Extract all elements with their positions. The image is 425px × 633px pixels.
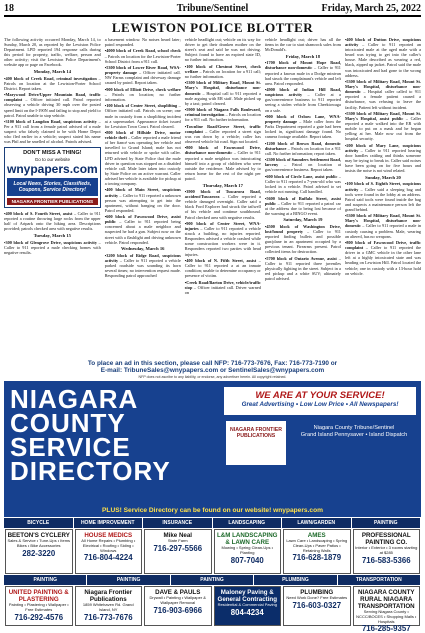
promo-headline: DON'T MISS A THING! <box>23 150 82 157</box>
category-label: HOME IMPROVEMENT <box>74 518 144 528</box>
blotter-entry <box>185 80 261 105</box>
entry-heading: •100 block of S. Eighth Street, suspicious activity <box>344 181 422 192</box>
ad-phone[interactable]: 282-3220 <box>22 548 56 558</box>
ad-title: Mike Neal <box>163 532 193 539</box>
blotter-entry <box>105 87 181 102</box>
entry-text: – Caller reported a street sign was run down by a vehicle; caller has observed vehicle hit road. Sign not located. <box>184 128 261 144</box>
entry-heading: •2300 block of Saunders Settlement Road, larceny <box>264 157 341 168</box>
promo-logo: NIAGARA FRONTIER PUBLICATIONS <box>7 198 98 205</box>
ad-description: Sales & Service • Tune-Ups • Items Bikes • Bike Accessories <box>7 538 71 548</box>
blotter-column <box>265 37 341 359</box>
service-ad[interactable] <box>283 586 351 626</box>
entry-text: The following activity occurred Monday, March 14, to Sunday, March 20, as reported by the Lewiston Police Department. LPD reported 194 response calls during this period for property, traffic, welfare, person and other activity; visit the Lewiston Police Department's website app or page on Facebook. <box>4 37 101 68</box>
ad-title: UNITED PAINTING & PLASTERING <box>8 589 69 603</box>
service-ad[interactable] <box>144 529 212 574</box>
entry-text: – Caller to 911 reported a 7-year-old who was locked in a vehicle. Patrol advised to set vehicle not running. Call handled. <box>264 173 341 195</box>
ad-phone[interactable]: 716-297-5566 <box>153 543 203 553</box>
service-ad[interactable] <box>283 529 351 574</box>
blotter-entry <box>105 130 181 186</box>
entry-text: – Caller to 911 reported an intoxicated male at the aged male with a beard was trying to get into the caller's house. Male described as wearing a red, black, zipped up jacket. Patrol said the male was intoxicated and had gone to the wrong address. <box>344 42 422 78</box>
ad-title: BEETON'S CYCLERY <box>7 532 70 539</box>
blotter-entry <box>345 143 421 174</box>
blotter-entry <box>4 37 101 68</box>
page-number: 18 <box>4 2 14 14</box>
service-directory-banner <box>4 381 421 517</box>
entry-heading: •Creek Road/Barton Drive, vehicle/traffic stop <box>184 279 261 290</box>
entry-text: – Patrols on location for a 911 call. No further information; report taken. <box>264 145 341 156</box>
service-ad[interactable] <box>353 586 421 633</box>
blotter-date: Monday, March 14 <box>33 69 71 75</box>
service-ad[interactable] <box>75 586 143 626</box>
entry-text: – Patrol on location at gas/convenience business. Report taken. <box>264 162 341 173</box>
entry-heading: •100 block of Chestnut Street, check welfare <box>184 63 261 74</box>
blotter-entry <box>265 196 341 216</box>
entry-heading: •5300 block of Lower River Road, WSA-property damage <box>104 65 181 76</box>
entry-text: – Caller to 911 reported a unknown person was attempting to get into the apartment, without banging on the door. Patrol responded. <box>104 192 181 213</box>
category-label: INSURANCE <box>143 518 213 528</box>
category-label: PAINTING <box>4 575 87 585</box>
entry-heading: •900 block of Oxbow Lane, WNA-property damage <box>264 113 341 124</box>
ad-phone[interactable]: 804-4234 <box>230 607 264 617</box>
blotter-entry <box>185 64 261 79</box>
entry-text: – Male caller from the Parks Department reported a gate had been locked in, significant damage found. No camera footage available. Report taken. <box>264 119 341 140</box>
entry-text: – Patrols on location for the Lewiston-Porter School District from a 911 call. <box>104 53 181 64</box>
category-label: PAINTING <box>87 575 170 585</box>
blotter-entry <box>4 76 101 91</box>
place-ad-line2[interactable]: E-mail: TribuneSales@wnypapers.com or SentinelSales@wnypapers.com <box>100 367 325 374</box>
entry-text: – Patrols on location for a 911 call; no further information. <box>184 68 261 79</box>
entry-heading: •400 block of S. Fourth Street, assist <box>4 211 73 217</box>
ad-description: All Home Repairs • Plumbing • Electrical • Roofing • Siding • Windows <box>81 538 136 553</box>
blotter-entry <box>4 92 101 117</box>
directory-slogan-box <box>224 387 416 415</box>
blotter-entry <box>345 111 421 142</box>
blotter-entry <box>105 37 181 47</box>
ad-phone[interactable]: 716-583-5366 <box>361 555 411 565</box>
ad-phone[interactable]: 716-773-7676 <box>83 612 133 622</box>
ad-phone[interactable]: 716-292-4576 <box>14 612 64 622</box>
ad-description: Need Work Done? Free Estimates <box>286 595 348 600</box>
blotter-entry <box>4 119 101 144</box>
entry-heading: •3100 block of Langdon Road, suspicious activity <box>4 119 97 124</box>
entry-text: – Caller to 911 reported three juveniles physically fighting in the street. Subject in a red pickup and a white SUV; ultimately patrol advised. <box>264 255 341 282</box>
entry-heading: •1200 block of Brown Road, domestic disturbance <box>264 140 341 151</box>
ad-title: HOUSE MEDICS <box>84 532 133 539</box>
entry-heading: •900 block of Center Street, WNA-injuries <box>184 220 261 232</box>
entry-text: – Caller reported a vehicle damaged overnight. Caller said a black Ford Explorer had struck the tailwell of his vehicle and continue southbound. Patrol checked area with negative results. <box>184 194 261 220</box>
entry-text: – Caller to 911 reported a patrol car at the address due to being lost because of the warning at a BINGO event. <box>264 200 341 216</box>
entry-text: – Caller to 911 reported hearing door handles rattling and thinks someone may be trying to break in. Caller said noises have been going on for five hours and insists the noise is not wind related. <box>344 147 422 174</box>
entry-text: – Officer initiated call. NW Farms complaint and driveway damage caused by patrol. Report taken. <box>104 70 181 86</box>
service-ad[interactable] <box>5 586 73 626</box>
entry-heading: •5900 block of Niagara Falls Boulevard, criminal investigation <box>184 107 261 118</box>
nfp-logo: NIAGARA FRONTIER PUBLICATIONS <box>226 421 286 465</box>
entry-text: – Caller to 911 reported a vehicle struck a building, no injuries reported. Responders advised a vehicle crashed while some construction workers were in it. Responders reported two parties with head injuries. <box>184 226 261 257</box>
ad-title: AMES <box>307 532 326 539</box>
blotter-column <box>345 37 421 359</box>
blotter-entry <box>105 103 181 128</box>
blotter-entry <box>265 174 341 194</box>
ad-title: DAVE & PAULS <box>155 589 201 596</box>
ad-phone[interactable]: 716-603-0327 <box>292 600 342 610</box>
service-ad[interactable] <box>144 586 212 626</box>
category-label: PLUMBING <box>254 575 337 585</box>
service-ad[interactable] <box>75 529 143 574</box>
page-header <box>4 2 421 14</box>
entry-text: – Officer initiated call. Patrols on scene; one male in custody from a shoplifting incident at a supermarket. Appearance ticket issued for Lewiston Town Court. Patrol cleared. <box>104 103 181 129</box>
entry-text: – Caller to 911 reported finding bullets and possible gun/plane in an apartment occupied by a previous tenant. Firearms present. Patrol collected items for destruction. <box>264 229 341 255</box>
blotter-entry <box>105 253 181 278</box>
blotter-date: Sunday, March 20 <box>365 174 401 180</box>
service-ad[interactable] <box>214 529 282 574</box>
entry-heading: •5600 block of Buffalo Street, assist public <box>264 195 341 206</box>
ad-description: Interior • Exterior • 3 rooms starting at $285 <box>355 545 418 555</box>
blotter-column <box>4 37 101 359</box>
blotter-entry <box>4 211 101 231</box>
category-row-2 <box>4 575 421 585</box>
blotter-entry <box>265 157 341 172</box>
entry-heading: •3900 block of Tuscarora Road, accident/Tuscarora <box>184 189 261 200</box>
blotter-entry <box>265 87 341 112</box>
entry-heading: •4500 block of Washington Drive, lost/found property <box>264 223 341 235</box>
entry-heading: •200 block of Mary Lane, suspicious activity <box>344 142 422 153</box>
blotter-entry <box>345 240 421 276</box>
ad-phone[interactable]: 716-628-1879 <box>292 553 342 563</box>
ad-description: Residential & Commercial Paving <box>217 602 277 607</box>
category-label: LAWN/GARDEN <box>282 518 352 528</box>
entry-text: – Caller to 911 reported a male in custody causing a problem. Male, wearing an altered, has no weapons. <box>344 223 422 239</box>
blotter-entry <box>345 181 421 212</box>
blotter-date: Friday, March 18 <box>285 53 321 59</box>
entry-heading: •800 block of Fawnwood Drive, traffic complaint <box>344 240 422 251</box>
blotter-entry <box>265 37 341 52</box>
entry-heading: •400 block of Main Street, suspicious activity <box>104 187 181 198</box>
directory-paper-1: Niagara County Tribune/Sentinel <box>313 425 395 431</box>
entry-text: – Caller reported a male friend of her fiancé was operating her vehicle and travelled to Grand Island; male has not returned with vehicle or spoke with caller. LPD advised by State Police that the male driver in question was stopped on a disabled vehicle call. Male later taken into custody by State Police on an active warrant. Caller advised her vehicle is available for pickup at a towing company. <box>104 135 181 187</box>
entry-heading: •5300 block of Military Road, Mount St. Mary's Hospital, disturbance non-domestic <box>344 79 422 95</box>
ad-title: PLUMBING <box>300 589 334 596</box>
entry-text: vehicle headlight out; vehicle on its way for driver to get their drunken mother on the street's seat and said he was not driving. Subject found to have an expired state ID, no further information. <box>184 37 261 63</box>
category-row-1 <box>4 518 421 528</box>
service-ad[interactable] <box>214 586 282 626</box>
entry-heading: •4000 block of Creek Road, school check <box>104 48 181 54</box>
ad-description: Drywall • Painting • Wallpaper & Wallpaper Removal <box>149 595 206 605</box>
blotter-entry <box>185 107 261 122</box>
blotter-date: Saturday, March 19 <box>283 217 323 223</box>
entry-heading: •5300 block of Military Road, Mount St. Mary's Hospital, disturbance non-domestic <box>344 213 422 229</box>
website-promo[interactable] <box>4 147 101 208</box>
ad-phone[interactable]: 807-7040 <box>230 555 264 565</box>
ad-title: Niagara Frontier Publications <box>84 589 133 603</box>
entry-heading: •1700 block of Mount Hope Road, disturbance non-domestic <box>264 60 341 71</box>
entry-heading: •Marywood Drive/Upper Mountain Road, traffic complaint <box>4 92 101 103</box>
entry-heading: •400 block of Dutton Drive, suspicious activity <box>344 37 422 48</box>
blotter-entry <box>345 37 421 78</box>
blotter-entry <box>105 214 181 245</box>
entry-heading: •5700 block of Ontario Avenue, assist <box>264 255 337 261</box>
blotter-entry <box>265 256 341 281</box>
entry-text: – Caller to 911 reported the driver in a GMC vehicle in the other lane left at a highly intoxicated state and was heading on Lewiston Hill. Patrol located the vehicle; one in custody with a 13-hour hold on vehicle. <box>344 245 422 276</box>
promo-description: Local News, Stories, Classifieds, Coupons, Service Directory! <box>7 178 98 196</box>
entry-heading: •600 block of Circle Lane, assist public <box>264 173 338 179</box>
entry-heading: •5300 block of Military Road, Mount St. Mary's Hospital, assist public <box>344 110 422 121</box>
blotter-entry <box>105 65 181 85</box>
category-label: BICYCLE <box>4 518 74 528</box>
entry-heading: •300 block of Glengrove Drive, suspicious activity <box>4 239 97 245</box>
entry-text: – Patrols on location at the Lewiston-Porter School District. Report taken. <box>4 75 101 91</box>
entry-text: – Hospital call to 911 reported a male arguing with ER staff. Male picked up by a taxi; patrol cleared. <box>184 90 261 106</box>
blotter-date: Tuesday, March 15 <box>33 233 71 239</box>
ad-phone[interactable]: 716-903-6966 <box>153 605 203 615</box>
promo-url[interactable]: wnypapers.com <box>7 162 98 177</box>
blotter-entry <box>105 48 181 63</box>
blotter-entry <box>185 221 261 257</box>
directory-web-notice[interactable]: PLUS! Service Directory can be found on our website! wnypapers.com <box>102 507 323 514</box>
ad-title: NIAGARA COUNTY RURAL NIAGARA TRANSPORTATION <box>357 589 415 610</box>
entry-text: – Caller to 911 reported a routine throwing large rocks from the upper half of Artpark onto the hiking area. Descriptions provided; patrols checked area with negative results. <box>4 211 101 232</box>
category-label: TRANSPORTATION <box>338 575 421 585</box>
ad-title: Maloney Paving & General Contracting <box>217 589 277 603</box>
blotter-columns <box>4 37 421 359</box>
blotter-entry <box>345 79 421 110</box>
entry-text: vehicle headlight out; driver has all the items in the car to start shamrock sales from McDonald's. <box>264 37 341 53</box>
entry-text: – Caller at a gas/convenience business to 911 reported seeing a stolen vehicle from Cheektowaga on a safe. <box>264 92 341 113</box>
blotter-entry <box>185 258 261 278</box>
entry-text: – Officer initiated call. Patrol reported observing a vehicle driving 30 mph over the posted speed limit on the I-190N and failing to stop and yield to patrol. Patrol unable to stop vehicle. <box>4 97 101 118</box>
ad-description: 1859 Whitehaven Rd. Grand Island, NY <box>82 602 134 612</box>
place-ad-notice <box>4 360 421 380</box>
blotter-entry <box>105 187 181 212</box>
article-title: LEWISTON POLICE BLOTTER <box>111 20 314 35</box>
directory-papers <box>290 425 418 439</box>
entry-heading: •5300 block of Military Road, Mount St. Mary's Hospital, disturbance non-domestic <box>184 80 261 96</box>
entry-text: – Per a 911 call from a female patrol advised of a male suspect who falsely claimed to be with Home Depot who fled earlier in a vehicle; suspect stated his name was Phil and he smelled of alcohol. Patrols advised. <box>4 119 101 145</box>
entry-heading: •800 block of Hillside Drive, motor vehicle theft <box>104 130 181 141</box>
directory-slogan: WE ARE AT YOUR SERVICE! <box>255 390 385 401</box>
blotter-entry <box>265 114 341 139</box>
entry-text: – Caller to 911 reported being concerned about a male neighbor and suspected he had a gun. Subject now on the street with a flashlight and driving unknown vehicle. Patrol responded. <box>104 219 181 245</box>
category-label: LANDSCAPING <box>213 518 283 528</box>
entry-heading: •Townline Road/Grove Street, traffic complaint <box>184 123 261 134</box>
category-label: PAINTING <box>352 518 422 528</box>
entry-text: – Caller to 911 reported a vehicle parked roadside was sounding its horn several times; no intervention request made. Responding patrol approached <box>104 257 181 279</box>
entry-text: – Caller to 911 reported a male neighbor was intoxicating himself into a group of children who were outside the residence. Male advised by to return home for the rest of the night per patrol. <box>184 150 261 181</box>
directory-subslogan: Great Advertising • Low Low Price • All Newspapers! <box>241 401 399 408</box>
entry-heading: •400 block of Creek Road, criminal investigation <box>4 75 97 81</box>
directory-heading: NIAGARA COUNTY SERVICE DIRECTORY <box>10 384 171 486</box>
entry-heading: •3200 block of Ridge Road, suspicious activity <box>104 252 181 263</box>
ad-title: PROFESSIONAL PAINTING CO. <box>361 532 411 546</box>
ad-title: L&M LANDSCAPING & LAWN CARE <box>217 532 278 546</box>
entry-heading: •4900 block of Indian Hill Road, suspicious activity <box>264 87 341 98</box>
blotter-entry <box>185 124 261 144</box>
directory-paper-2: Grand Island Pennysaver • Island Dispatch <box>300 432 408 438</box>
blotter-date: Wednesday, March 16 <box>121 246 165 252</box>
ad-phone[interactable]: 716-804-4224 <box>83 553 133 563</box>
blotter-entry <box>265 60 341 85</box>
ad-row-1 <box>4 529 421 574</box>
issue-date: Friday, March 25, 2022 <box>321 2 421 14</box>
ad-row-2 <box>4 586 421 633</box>
blotter-entry <box>345 213 421 238</box>
entry-heading: •600 block of Fawnwood Drive, assist public <box>104 214 181 225</box>
blotter-entry <box>185 145 261 181</box>
entry-heading: •900 block of Elliott Drive, check welfare <box>104 86 181 92</box>
blotter-entry <box>185 280 261 295</box>
ad-description: Serving Niagara County • NCCC/BOCES • Shopping Malls • Hospitals <box>356 609 417 624</box>
paper-name: Tribune/Sentinel <box>176 2 249 14</box>
blotter-entry <box>185 189 261 220</box>
ad-description: Painting • Plastering • Wallpaper • Free Estimates <box>8 602 69 612</box>
entry-heading: •800 block of Fawnwood Drive, disturbance non-domestic <box>184 145 261 156</box>
entry-text: – Caller reported a male walked into the ER with mobile to put on a mask and he began yelling at her. Male now out from the hospital security. <box>344 116 422 142</box>
entry-text: – Patrols on location for a 911 call. No further information. <box>184 112 261 123</box>
place-ad-disclaimer: NFP does not ascribe to any liability, or endorse, any advertiser herein. All copyright retained. <box>138 375 287 379</box>
entry-text: a basement window. No noises heard later; patrol responded. <box>104 37 181 48</box>
entry-text: – Caller said a sleeping bag and tools were found in the lobby at an address. Patrol said tools were found inside the bag and suspects a maintenance person left the grand behind. <box>344 186 422 212</box>
ad-phone[interactable]: 716-285-9357 <box>361 624 411 633</box>
category-label: PAINTING <box>171 575 254 585</box>
entry-heading: •100 block of Center Street, shoplifting <box>104 103 178 109</box>
blotter-entry <box>185 37 261 62</box>
blotter-column <box>105 37 181 359</box>
blotter-entry <box>265 141 341 156</box>
ad-description: Mowing • Spring Clean-Ups • Planting <box>221 545 273 555</box>
entry-text: – Caller to 911 reported a male checking homes with negative results. <box>4 239 101 255</box>
ad-description: Lawn Care • Landscaping • Spring Clean-Ups • Paver Patios • Retaining Walls <box>286 538 348 553</box>
service-ad[interactable] <box>353 529 421 574</box>
entry-text: – Caller to 911 reported a known male in a Dodge minivan had struck the complainant's vehicle and left area. Patrol responded. <box>264 65 341 86</box>
blotter-date: Thursday, March 17 <box>202 182 243 188</box>
entry-text: – Caller to 911 reported a at an inmate condition; unable to determine occupancy or presence of victim. <box>184 257 261 279</box>
blotter-entry <box>265 224 341 255</box>
header-rule <box>4 15 421 17</box>
ad-description: State Farm <box>167 538 188 543</box>
promo-goto: Go to our website <box>34 156 70 162</box>
entry-text: – Hospital caller called to 911 reported a female patient caused a disturbance, was refusing to leave the facility. Patient left without incident. <box>344 89 422 110</box>
entry-text: – Patrols on location; no further information. <box>104 91 181 102</box>
entry-heading: •400 block of N. Fifth Street, assist <box>184 257 257 263</box>
blotter-entry <box>4 240 101 255</box>
service-ad[interactable] <box>5 529 73 574</box>
place-ad-line1: To place an ad in this section, please call NFP: 716-773-7676, Fax: 716-773-7190 or <box>87 360 338 367</box>
entry-text: – Officer initiated call. Driver warned on <box>184 284 261 295</box>
blotter-column <box>185 37 261 359</box>
